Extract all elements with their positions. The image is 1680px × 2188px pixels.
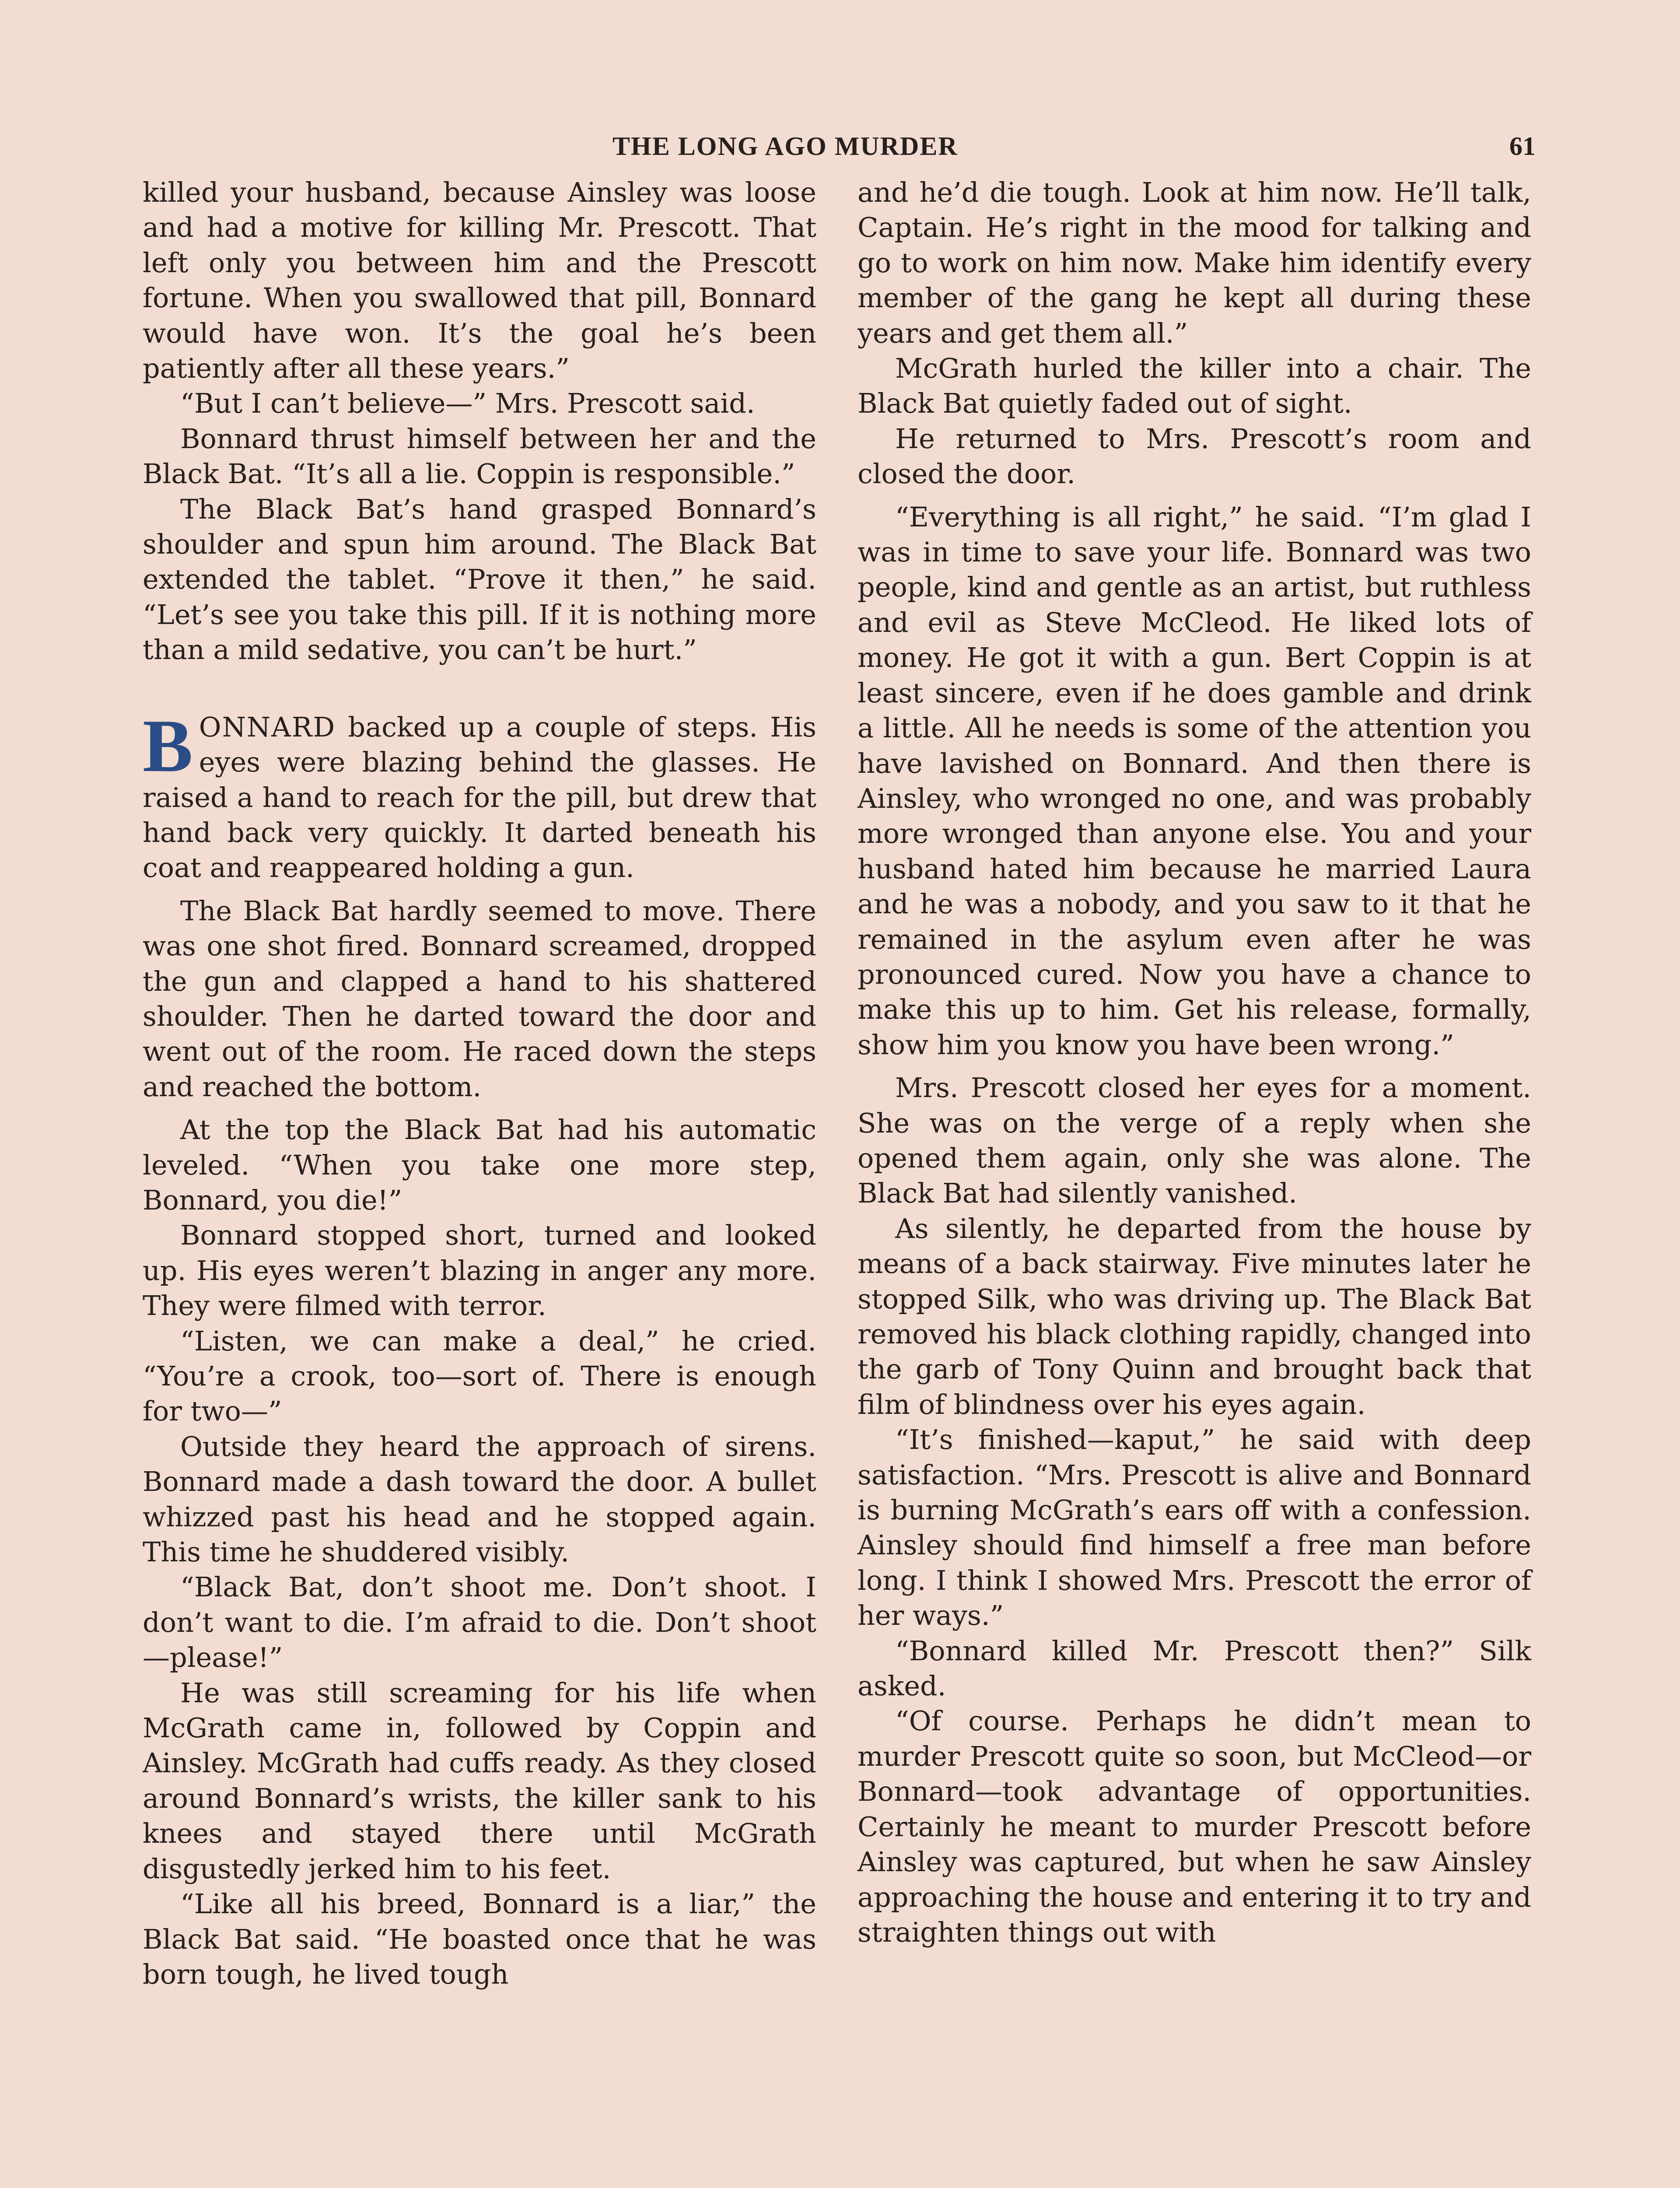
paragraph: “Black Bat, don’t shoot me. Don’t shoot. I don’t want to die. I’m afraid to die. Don’t shoot—please!”: [143, 1571, 816, 1674]
paragraph: The Black Bat’s hand grasped Bonnard’s shoulder and spun him around. The Black Bat extended the tablet. “Prove it then,” he said. “Let’s see you take this pill. If it is nothing more than a mild sedative, you can’t be hurt.”: [143, 493, 816, 666]
paragraph: He was still screaming for his life when McGrath came in, followed by Coppin and Ainsley. McGrath had cuffs ready. As they closed around Bonnard’s wrists, the killer sank to his knees and stayed there until McGrath disgustedly jerked him to his feet.: [143, 1676, 816, 1885]
paragraph: Bonnard thrust himself between her and the Black Bat. “It’s all a lie. Coppin is responsible.”: [143, 422, 816, 490]
lead-in-word: ONNARD: [199, 711, 336, 743]
paragraph: Mrs. Prescott closed her eyes for a moment. She was on the verge of a reply when she opened them again, only she was alone. The Black Bat had silently vanished.: [858, 1072, 1531, 1210]
paragraph: “But I can’t believe—” Mrs. Prescott said.: [180, 387, 755, 420]
left-column: [143, 175, 816, 1992]
paragraph: “Listen, we can make a deal,” he cried. “You’re a crook, too—sort of. There is enough for two—”: [143, 1325, 816, 1427]
paragraph-text: backed up a couple of steps. His eyes were blazing behind the glasses. He raised a hand to reach for the pill, but drew that hand back very quickly. It darted beneath his coat and reappeared holding a gun.: [143, 711, 816, 884]
paragraph: McGrath hurled the killer into a chair. The Black Bat quietly faded out of sight.: [858, 352, 1531, 420]
paragraph: “Of course. Perhaps he didn’t mean to murder Prescott quite so soon, but McCleod—or Bonnard—took advantage of opportunities. Certainly he meant to murder Prescott before Ainsley was captured, but when he saw Ainsley approaching the house and entering it to try and straighten things out with: [858, 1705, 1531, 1948]
paragraph: The Black Bat hardly seemed to move. There was one shot fired. Bonnard screamed, dropped the gun and clapped a hand to his shattered shoulder. Then he darted toward the door and went out of the room. He raced down the steps and reached the bottom.: [143, 894, 816, 1103]
paragraph: Bonnard stopped short, turned and looked up. His eyes weren’t blazing in anger any more. They were filmed with terror.: [143, 1219, 816, 1322]
paragraph: killed your husband, because Ainsley was loose and had a motive for killing Mr. Prescott. That left only you between him and the Prescott fortune. When you swallowed that pill, Bonnard would have won. It’s the goal he’s been patiently after all these years.”: [143, 176, 816, 385]
running-header: [144, 131, 1536, 171]
paragraph: At the top the Black Bat had his automatic leveled. “When you take one more step, Bonnard, you die!”: [143, 1114, 816, 1216]
paragraph: As silently, he departed from the house by means of a back stairway. Five minutes later he stopped Silk, who was driving up. The Black Bat removed his black clothing rapidly, changed into the garb of Tony Quinn and brought back that film of blindness over his eyes again.: [858, 1212, 1531, 1420]
dropcap-paragraph: [143, 704, 816, 886]
running-title: THE LONG AGO MURDER: [612, 132, 958, 161]
drop-cap: B: [143, 704, 193, 788]
paragraph: “Everything is all right,” he said. “I’m glad I was in time to save your life. Bonnard was two people, kind and gentle as an artist, but ruthless and evil as Steve McCleod. He liked lots of money. He got it with a gun. Bert Coppin is at least sincere, even if he does gamble and drink a little. All he needs is some of the attention you have lavished on Bonnard. And then there is Ainsley, who wronged no one, and was probably more wronged than anyone else. You and your husband hated him because he married Laura and he was a nobody, and you saw to it that he remained in the asylum even after he was pronounced cured. Now you have a chance to make this up to him. Get his release, formally, show him you know you have been wrong.”: [858, 501, 1531, 1061]
right-column: [858, 175, 1531, 1950]
paragraph: Outside they heard the approach of sirens. Bonnard made a dash toward the door. A bullet whizzed past his head and he stopped again. This time he shuddered visibly.: [143, 1430, 816, 1568]
paragraph: “Bonnard killed Mr. Prescott then?” Silk asked.: [858, 1634, 1531, 1702]
paragraph: and he’d die tough. Look at him now. He’ll talk, Captain. He’s right in the mood for talking and go to work on him now. Make him identify every member of the gang he kept all during these years and get them all.”: [858, 176, 1531, 349]
paragraph: “It’s finished—kaput,” he said with deep satisfaction. “Mrs. Prescott is alive and Bonnard is burning McGrath’s ears off with a confession. Ainsley should find himself a free man before long. I think I showed Mrs. Prescott the error of her ways.”: [858, 1424, 1531, 1632]
paragraph: He returned to Mrs. Prescott’s room and closed the door.: [858, 422, 1531, 490]
paragraph: “Like all his breed, Bonnard is a liar,” the Black Bat said. “He boasted once that he was born tough, he lived tough: [143, 1888, 816, 1990]
page-number: 61: [1509, 132, 1536, 161]
